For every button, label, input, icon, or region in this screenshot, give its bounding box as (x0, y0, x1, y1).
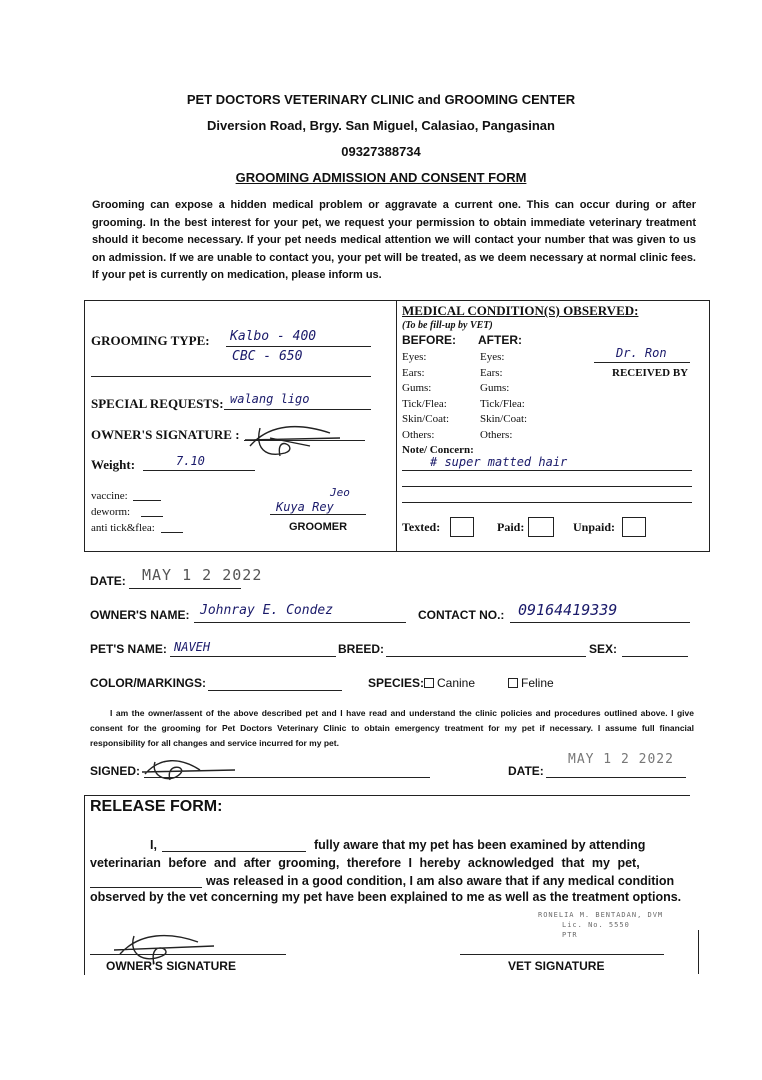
release-text-1: fully aware that my pet has been examined by attending (314, 838, 646, 852)
special-requests-value: walang ligo (230, 392, 310, 406)
medical-title: MEDICAL CONDITION(S) OBSERVED: (402, 303, 639, 318)
grooming-type-label: GROOMING TYPE: (91, 333, 210, 348)
date-line (129, 588, 241, 589)
received-by-label: RECEIVED BY (612, 367, 689, 379)
signed-date-label: DATE: (508, 764, 544, 778)
table-divider (396, 300, 397, 551)
texted-checkbox[interactable] (450, 517, 474, 537)
intro-paragraph: Grooming can expose a hidden medical problem or aggravate a current one. This can occur during or after grooming. In the best interest for your pet, we request your permission to obtain immediate veterinary treatment should it become necessary. If your pet needs medical attention we will contact your number that was given to us on admission. If we are unable to contact you, your pet will be treated, as we deem necessary at normal clinic fees. If your pet is currently on medication, please inform us. (92, 199, 696, 282)
after-skin-coat: Skin/Coat: (480, 413, 528, 425)
sex-line (622, 656, 688, 657)
before-ears: Ears: (402, 366, 425, 379)
groomer-value-1: Jeo (330, 486, 350, 499)
consent-paragraph: I am the owner/assent of the above described pet and I have read and understand the clinic policies and procedures outlined above. I give consent for the grooming for Pet Doctors Veterinary Clinic to obtain emergency treatment for my pet if necessary. I assume full financial responsibility for all changes and service incurred for my pet. (90, 708, 694, 748)
canine-label: Canine (437, 676, 476, 690)
special-requests-line (224, 409, 371, 410)
signed-label: SIGNED: (90, 764, 141, 778)
after-label: AFTER: (478, 333, 522, 347)
paid-checkbox[interactable] (528, 517, 554, 537)
after-tick-flea: Tick/Flea: (480, 397, 525, 410)
release-name-line (162, 851, 306, 852)
release-right-border (698, 930, 699, 974)
feline-checkbox[interactable] (508, 678, 518, 688)
special-requests-label: SPECIAL REQUESTS: (91, 396, 224, 411)
owner-signature-scribble (240, 418, 350, 462)
medical-subtitle: (To be fill-up by VET) (402, 320, 493, 331)
release-text-4: observed by the vet concerning my pet have been explained to me as well as the treatment options. (90, 890, 682, 904)
contact-value: 09164419339 (518, 601, 618, 619)
feline-label: Feline (521, 676, 554, 690)
texted-label: Texted: (402, 520, 441, 534)
breed-label: BREED: (338, 642, 385, 656)
clinic-name: PET DOCTORS VETERINARY CLINIC and GROOMING CENTER (186, 92, 576, 107)
pet-name-label: PET'S NAME: (90, 642, 167, 656)
vet-stamp: RONELIA M. BENTADAN, DVM Lic. No. 5550 PTR (538, 911, 664, 939)
canine-checkbox[interactable] (424, 678, 434, 688)
before-others: Others: (402, 428, 435, 441)
date-stamp: MAY 1 2 2022 (142, 566, 263, 584)
owner-name-label: OWNER'S NAME: (90, 608, 190, 622)
species-label: SPECIES: (368, 676, 425, 690)
weight-line (143, 470, 255, 471)
release-top-line (84, 795, 690, 796)
before-column (402, 350, 449, 443)
note-line-3 (402, 502, 692, 503)
weight-label: Weight: (91, 457, 136, 472)
release-pet-line (90, 887, 202, 888)
grooming-type-line-2 (91, 376, 371, 377)
groomer-label: GROOMER (289, 521, 348, 533)
form-title: GROOMING ADMISSION AND CONSENT FORM (235, 170, 527, 185)
contact-line (510, 622, 690, 623)
vet-signature-label: VET SIGNATURE (508, 959, 605, 973)
before-tick-flea: Tick/Flea: (402, 397, 447, 410)
signed-signature-scribble (140, 752, 240, 786)
color-label: COLOR/MARKINGS: (90, 676, 206, 690)
note-line-2 (402, 486, 692, 487)
pet-name-value: NAVEH (174, 640, 211, 654)
groomer-value-2: Kuya Rey (276, 500, 334, 514)
note-label: Note/ Concern: (402, 444, 474, 456)
paid-label: Paid: (497, 520, 525, 534)
before-eyes: Eyes: (402, 351, 427, 363)
after-ears: Ears: (480, 366, 503, 379)
received-by-value: Dr. Ron (616, 346, 667, 360)
release-text-2: veterinarian before and after grooming, therefore I hereby acknowledged that my pet, (90, 856, 640, 870)
owner-name-value: Johnray E. Condez (200, 603, 334, 618)
release-left-border (84, 795, 85, 975)
breed-line (386, 656, 586, 657)
release-i-label: I, (150, 838, 157, 852)
release-owner-signature-line (90, 954, 286, 955)
deworm-label: deworm: (91, 506, 131, 518)
color-line (208, 690, 342, 691)
note-line-1 (402, 470, 692, 471)
date-label: DATE: (90, 574, 126, 588)
before-gums: Gums: (402, 382, 432, 394)
pet-name-line (170, 656, 336, 657)
vet-signature-line (460, 954, 664, 955)
after-column (480, 350, 527, 443)
vaccine-label: vaccine: (91, 490, 128, 502)
unpaid-checkbox[interactable] (622, 517, 646, 537)
grooming-type-value-1: Kalbo - 400 (230, 329, 317, 344)
after-eyes: Eyes: (480, 351, 505, 363)
release-text-3: was released in a good condition, I am also aware that if any medical condition (206, 874, 675, 888)
release-title: RELEASE FORM: (90, 798, 223, 815)
weight-value: 7.10 (176, 454, 205, 468)
contact-label: CONTACT NO.: (418, 608, 505, 622)
signed-date-stamp: MAY 1 2 2022 (568, 752, 674, 767)
unpaid-label: Unpaid: (573, 520, 616, 534)
vaccine-line (133, 500, 161, 501)
grooming-type-line (226, 346, 371, 347)
after-others: Others: (480, 428, 513, 441)
note-value: # super matted hair (430, 455, 568, 469)
signed-date-line (546, 777, 686, 778)
clinic-phone: 09327388734 (341, 144, 421, 159)
owner-name-line (194, 622, 406, 623)
before-label: BEFORE: (402, 333, 456, 347)
clinic-address: Diversion Road, Brgy. San Miguel, Calasiao, Pangasinan (207, 118, 555, 133)
owner-signature-label: OWNER'S SIGNATURE : (91, 427, 240, 442)
after-gums: Gums: (480, 382, 510, 394)
received-by-line (594, 362, 690, 363)
deworm-line (141, 516, 163, 517)
release-owner-signature-label: OWNER'S SIGNATURE (106, 959, 236, 973)
before-skin-coat: Skin/Coat: (402, 413, 450, 425)
anti-tick-line (161, 532, 183, 533)
groomer-line (270, 514, 366, 515)
sex-label: SEX: (589, 642, 618, 656)
grooming-type-value-2: CBC - 650 (232, 349, 303, 364)
anti-tick-label: anti tick&flea: (91, 522, 155, 534)
